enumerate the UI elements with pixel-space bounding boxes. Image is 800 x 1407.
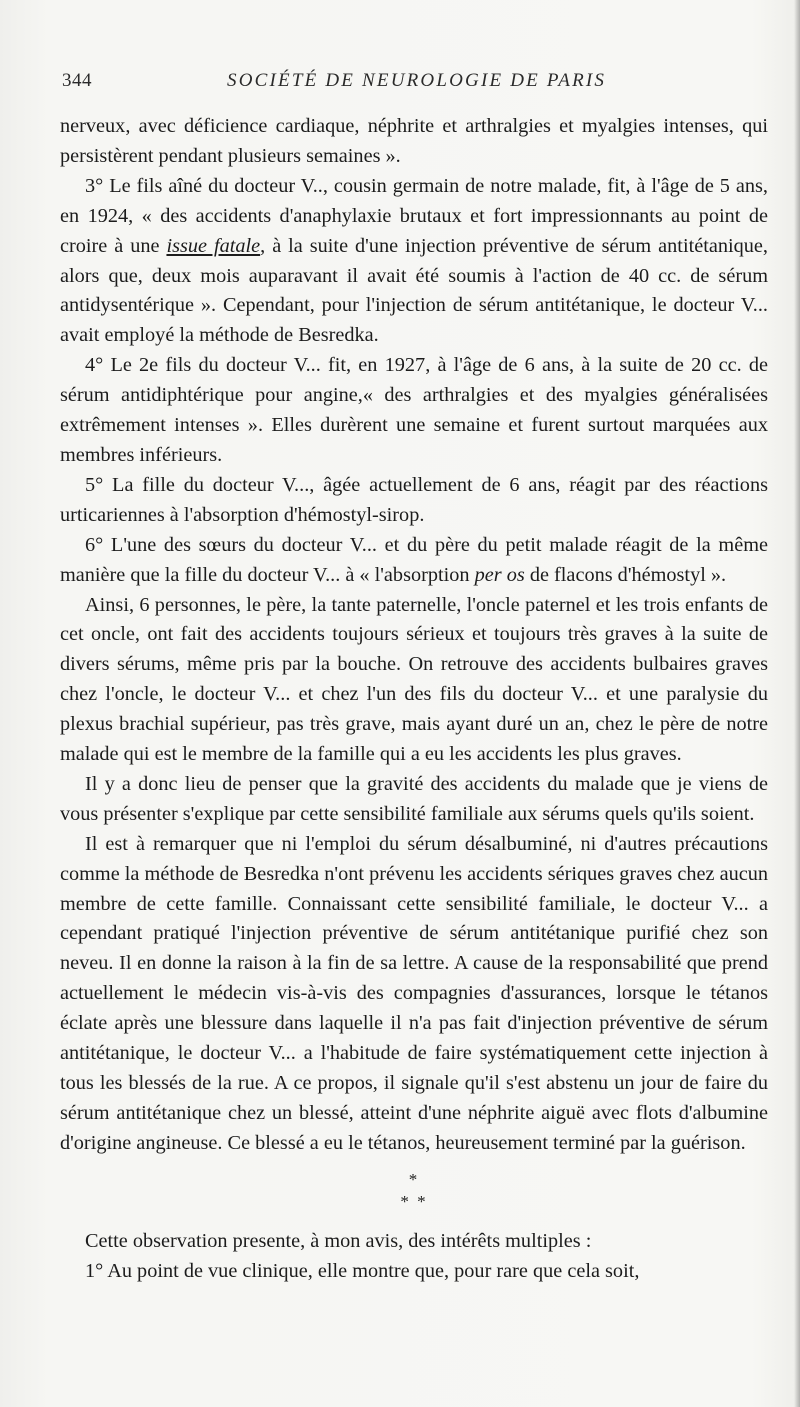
paragraph: nerveux, avec déficience cardiaque, néphrite et arthralgies et myalgies intenses, qui persistèrent pendant plusieurs semaines ». bbox=[60, 115, 768, 167]
paragraph: Il est à remarquer que ni l'emploi du sérum désalbuminé, ni d'autres précautions comme la méthode de Besredka n'ont prévenu les accidents sériques graves chez aucun membre de cette famille. Connaissant cette sensibilité familiale, le docteur V... a cependant pratiqué l'injection préventive de sérum antitétanique purifié chez son neveu. Il en donne la raison à la fin de sa lettre. A cause de la responsabilité que prend actuellement le médecin vis-à-vis des compagnies d'assurances, lorsque le tétanos éclate après une blessure dans laquelle il n'a pas fait d'injection préventive de sérum antitétanique, le docteur V... a l'habitude de faire systématiquement cette injection à tous les blessés de la rue. A ce propos, il signale qu'il s'est abstenu un jour de faire du sérum antitétanique chez un blessé, atteint d'une néphrite aiguë avec flots d'albumine d'origine angineuse. Ce blessé a eu le tétanos, heureusement terminé par la guérison. bbox=[60, 832, 768, 1154]
paragraph bbox=[60, 531, 768, 591]
paragraph: 1° Au point de vue clinique, elle montre que, pour rare que cela soit, bbox=[85, 1259, 640, 1282]
emphasis: issue fatale bbox=[166, 234, 261, 257]
asterisk-top: * bbox=[408, 1169, 420, 1189]
paragraph-text: 6° L'une des sœurs du docteur V... et du père du petit malade réagit de la même manière que la fille du docteur V... à « l'absorption bbox=[60, 533, 768, 586]
asterisk-bottom: * * bbox=[400, 1191, 428, 1211]
paragraph: Cette observation presente, à mon avis, des intérêts multiples : bbox=[85, 1229, 592, 1252]
paragraph: Ainsi, 6 personnes, le père, la tante paternelle, l'oncle paternel et les trois enfants de cet oncle, ont fait des accidents toujours sérieux et toujours très graves à la suite de divers sérums, même pris par la bouche. On retrouve des accidents bulbaires graves chez l'oncle, le docteur V... et chez l'un des fils du docteur V... et une paralysie du plexus brachial supérieur, pas très grave, mais ayant duré un an, chez le père de notre malade qui est le membre de la famille qui a eu les accidents les plus graves. bbox=[60, 593, 768, 766]
page-number: 344 bbox=[62, 70, 92, 91]
page-edge-shadow bbox=[794, 0, 800, 1407]
body-text bbox=[60, 112, 768, 1287]
paragraph-text: 3° Le fils aîné du docteur V.., cousin germain de notre malade, fit, à l'âge de 5 ans, en 1924, « des accidents d'anaphylaxie brutaux et fort impressionnants au point de croire à une bbox=[60, 174, 768, 257]
paragraph bbox=[60, 172, 768, 351]
paragraph-text: de flacons d'hémostyl ». bbox=[524, 563, 727, 586]
paragraph: 5° La fille du docteur V..., âgée actuellement de 6 ans, réagit par des réactions urticariennes à l'absorption d'hémostyl-sirop. bbox=[60, 473, 768, 526]
paragraph: Il y a donc lieu de penser que la gravité des accidents du malade que je viens de vous présenter s'explique par cette sensibilité familiale aux sérums quels qu'ils soient. bbox=[60, 772, 768, 825]
page-header bbox=[62, 70, 752, 100]
emphasis: per os bbox=[474, 563, 525, 586]
running-title: SOCIÉTÉ DE NEUROLOGIE DE PARIS bbox=[227, 70, 607, 91]
paragraph-text: , à la suite d'une injection préventive de sérum antitétanique, alors que, deux mois auparavant il avait été soumis à l'action de 40 cc. de sérum antidysentérique ». Cependant, pour l'injection de sérum antitétanique, le docteur V... avait employé la méthode de Besredka. bbox=[60, 234, 768, 347]
section-separator bbox=[60, 1169, 768, 1213]
paragraph: 4° Le 2e fils du docteur V... fit, en 1927, à l'âge de 6 ans, à la suite de 20 cc. de sérum antidiphtérique pour angine,« des arthralgies et des myalgies généralisées extrêmement intenses ». Elles durèrent une semaine et furent surtout marquées aux membres inférieurs. bbox=[60, 354, 768, 466]
